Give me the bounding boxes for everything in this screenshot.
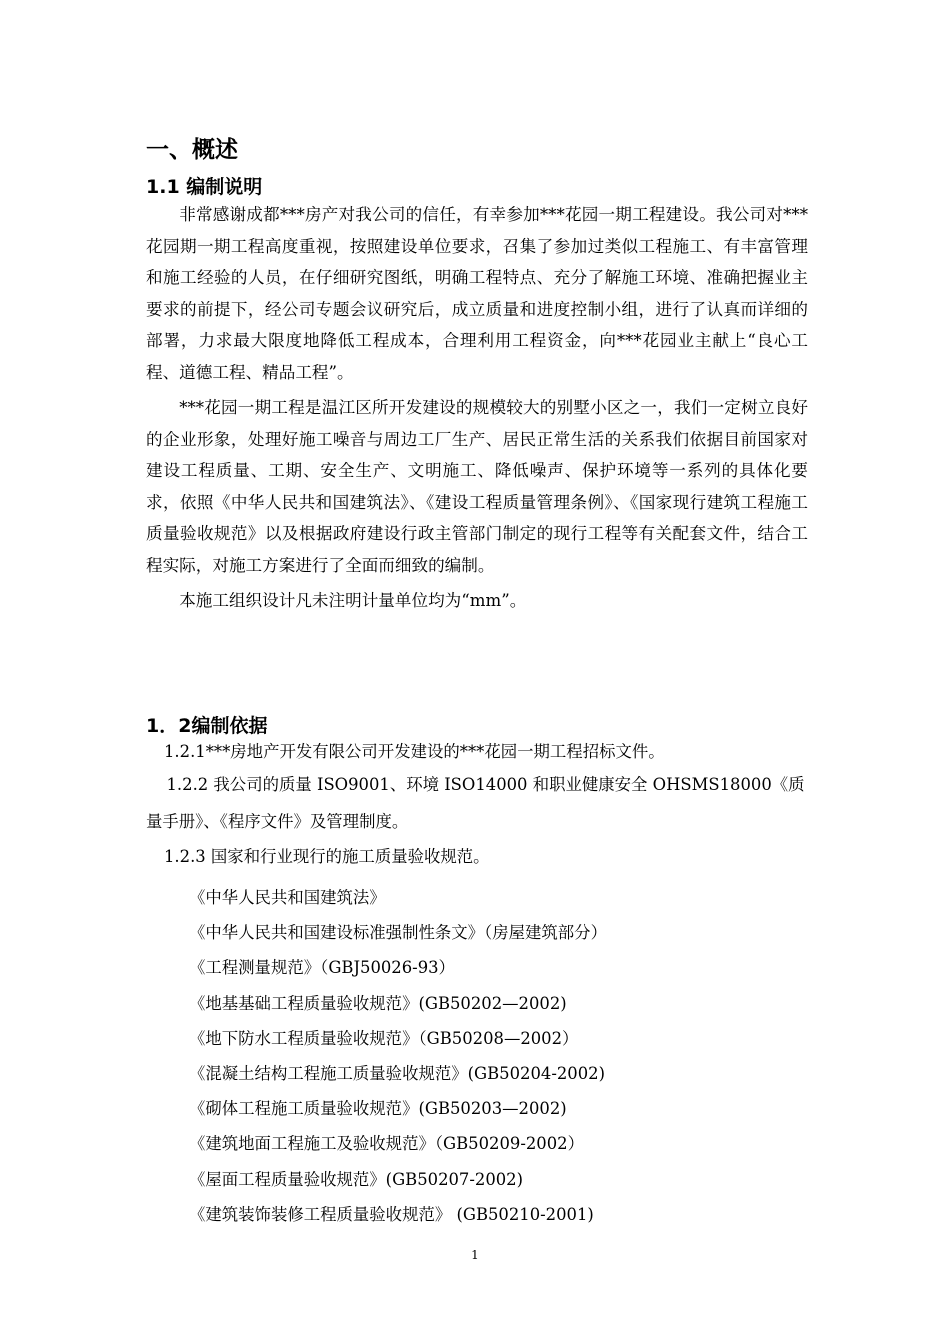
basis-item-1: 1.2.1***房地产开发有限公司开发建设的***花园一期工程招标文件。: [164, 742, 665, 761]
standards-list: [189, 880, 607, 1232]
paragraph-intro: 非常感谢成都***房产对我公司的信任，有幸参加***花园一期工程建设。我公司对***花园期一期工程高度重视，按照建设单位要求，召集了参加过类似工程施工、有丰富管理和施工经验的人员，在仔细研究图纸，明确工程特点、充分了解施工环境、准确把握业主要求的前提下，经公司专题会议研究后，成立质量和进度控制小组，进行了认真而详细的部署，力求最大限度地降低工程成本，合理利用工程资金，向***花园业主献上“良心工程、道德工程、精品工程”。: [146, 205, 808, 382]
standard-item: 《中华人民共和国建设标准强制性条文》（房屋建筑部分）: [189, 923, 607, 943]
standard-item: 《建筑地面工程施工及验收规范》（GB50209-2002）: [189, 1134, 584, 1154]
section-1-2-heading: 1．2编制依据: [146, 715, 268, 737]
section-1-1-heading: 1.1 编制说明: [146, 176, 263, 198]
basis-item-3: 1.2.3 国家和行业现行的施工质量验收规范。: [164, 847, 490, 866]
standard-item: 《中华人民共和国建筑法》: [189, 888, 386, 907]
standard-item: 《屋面工程质量验收规范》(GB50207-2002): [189, 1169, 524, 1189]
basis-item-2-block: [146, 766, 808, 840]
standard-item: 《地下防水工程质量验收规范》（GB50208—2002）: [189, 1028, 579, 1048]
page-number: 1: [471, 1248, 479, 1262]
standard-item: 《建筑装饰装修工程质量验收规范》 (GB50210-2001): [189, 1204, 594, 1224]
paragraph-units: 本施工组织设计凡未注明计量单位均为“mm”。: [179, 591, 527, 610]
chapter-heading: 一、概述: [146, 137, 238, 163]
standard-item: 《混凝土结构工程施工质量验收规范》(GB50204-2002): [189, 1064, 605, 1084]
section-1-1-body: [146, 199, 808, 617]
paragraph-project: ***花园一期工程是温江区所开发建设的规模较大的别墅小区之一，我们一定树立良好的企业形象，处理好施工噪音与周边工厂生产、居民正常生活的关系我们依据目前国家对建设工程质量、工期、安全生产、文明施工、降低噪声、保护环境等一系列的具体化要求，依照《中华人民共和国建筑法》、《建设工程质量管理条例》、《国家现行建筑工程施工质量验收规范》以及根据政府建设行政主管部门制定的现行工程等有关配套文件，结合工程实际，对施工方案进行了全面而细致的编制。: [146, 398, 808, 575]
basis-item-2: 1.2.2 我公司的质量 ISO9001、环境 ISO14000 和职业健康安全 OHSMS18000《质量手册》、《程序文件》及管理制度。: [146, 775, 805, 831]
standard-item: 《砌体工程施工质量验收规范》(GB50203—2002): [189, 1099, 567, 1119]
standard-item: 《工程测量规范》（GBJ50026-93）: [189, 958, 455, 978]
standard-item: 《地基基础工程质量验收规范》(GB50202—2002): [189, 993, 567, 1013]
